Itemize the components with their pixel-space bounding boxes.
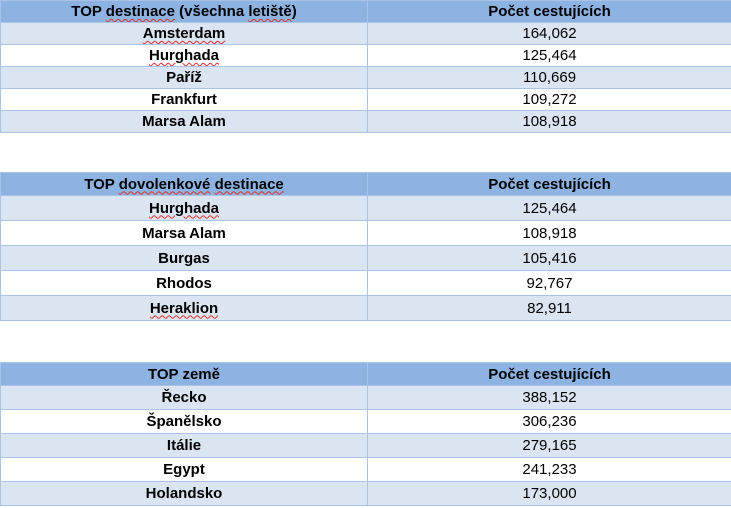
table-row: [1, 434, 731, 458]
passenger-count: 306,236: [368, 410, 731, 434]
destination-name-text: Amsterdam: [142, 25, 226, 42]
destination-name: [1, 23, 368, 45]
table-row: [1, 196, 731, 221]
passenger-count: 388,152: [368, 386, 731, 410]
passenger-count: 125,464: [368, 45, 731, 67]
destination-name: Rhodos: [1, 271, 368, 296]
table-row: [1, 67, 731, 89]
destination-name: Paříž: [1, 67, 368, 89]
passenger-count: 164,062: [368, 23, 731, 45]
table-row: [1, 23, 731, 45]
table-row: [1, 221, 731, 246]
header-country: TOP země: [1, 363, 368, 386]
country-name: Řecko: [1, 386, 368, 410]
table-header-row: [1, 363, 731, 386]
top-destinations-table: [0, 0, 731, 133]
passenger-count: 241,233: [368, 458, 731, 482]
destination-name-text: Heraklion: [149, 299, 219, 317]
table-row: [1, 296, 731, 321]
header-passengers: Počet cestujících: [368, 1, 731, 23]
passenger-count: 173,000: [368, 482, 731, 506]
table-row: [1, 111, 731, 133]
header-destination-part2: letiště: [248, 3, 292, 20]
destination-name-text: Hurghada: [148, 47, 219, 64]
destination-name-text: Hurghada: [148, 199, 219, 217]
table-row: [1, 246, 731, 271]
destination-name: [1, 45, 368, 67]
table-row: [1, 271, 731, 296]
passenger-count: 110,669: [368, 67, 731, 89]
top-countries-table: [0, 362, 731, 506]
table-row: [1, 458, 731, 482]
country-name: Holandsko: [1, 482, 368, 506]
passenger-count: 279,165: [368, 434, 731, 458]
header-destination-part: destinace: [105, 3, 175, 20]
country-name: Itálie: [1, 434, 368, 458]
country-name: Egypt: [1, 458, 368, 482]
header-part: dovolenkové: [118, 175, 211, 193]
destination-name: Burgas: [1, 246, 368, 271]
passenger-count: 109,272: [368, 89, 731, 111]
header-holiday-destination: TOP dovolenkové destinace: [1, 173, 368, 196]
destination-name: Frankfurt: [1, 89, 368, 111]
passenger-count: 82,911: [368, 296, 731, 321]
passenger-count: 108,918: [368, 111, 731, 133]
table-row: [1, 482, 731, 506]
table-row: [1, 45, 731, 67]
table-row: [1, 386, 731, 410]
destination-name: Marsa Alam: [1, 221, 368, 246]
destination-name: [1, 196, 368, 221]
passenger-count: 125,464: [368, 196, 731, 221]
top-holiday-destinations-table: [0, 172, 731, 321]
passenger-count: 92,767: [368, 271, 731, 296]
header-passengers: Počet cestujících: [368, 363, 731, 386]
table-header-row: [1, 173, 731, 196]
table-row: [1, 89, 731, 111]
destination-name: [1, 296, 368, 321]
destination-name: Marsa Alam: [1, 111, 368, 133]
header-part2: destinace: [214, 175, 284, 193]
passenger-count: 108,918: [368, 221, 731, 246]
passenger-count: 105,416: [368, 246, 731, 271]
table-row: [1, 410, 731, 434]
header-destination: TOP destinace (všechna letiště): [1, 1, 368, 23]
country-name: Španělsko: [1, 410, 368, 434]
header-passengers: Počet cestujících: [368, 173, 731, 196]
table-header-row: [1, 1, 731, 23]
